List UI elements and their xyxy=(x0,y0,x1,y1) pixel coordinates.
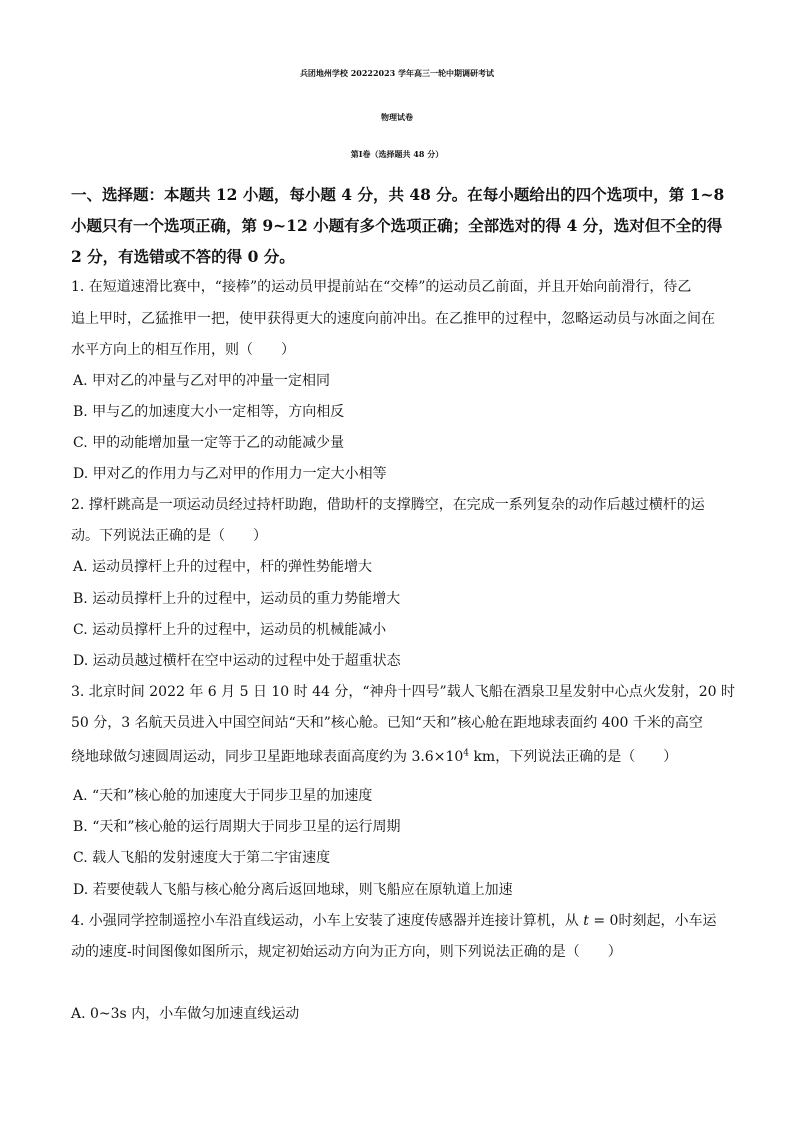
q1-option-c: C. 甲的动能增加量一定等于乙的动能减少量 xyxy=(73,435,345,451)
q1-option-a: A. 甲对乙的冲量与乙对甲的冲量一定相同 xyxy=(73,373,331,389)
q4-stem-line-1-post: = 0时刻起，小车运 xyxy=(588,913,717,929)
q2-option-a: A. 运动员撑杆上升的过程中，杆的弹性势能增大 xyxy=(73,559,373,575)
q2-option-d: D. 运动员越过横杆在空中运动的过程中处于超重状态 xyxy=(73,653,401,669)
q1-stem-line-3: 水平方向上的相互作用，则（ ） xyxy=(71,342,295,358)
q3-stem-line-3-pre: 绕地球做匀速圆周运动，同步卫星距地球表面高度约为 3.6×10 xyxy=(71,749,464,765)
q1-stem-line-2: 追上甲时，乙猛推甲一把，使甲获得更大的速度向前冲出。在乙推甲的过程中，忽略运动员与冰面之间在 xyxy=(71,311,715,327)
instructions-line-1: 一、选择题：本题共 12 小题，每小题 4 分，共 48 分。在每小题给出的四个选项中，第 1~8 xyxy=(71,185,725,204)
q4-stem-line-1-pre: 4. 小强同学控制遥控小车沿直线运动，小车上安装了速度传感器并连接计算机，从 xyxy=(71,913,584,929)
q3-stem-line-3-post: km，下列说法正确的是（ ） xyxy=(469,749,678,765)
q3-stem-line-3 xyxy=(71,746,677,766)
q1-option-b: B. 甲与乙的加速度大小一定相等，方向相反 xyxy=(73,404,345,420)
q2-option-b: B. 运动员撑杆上升的过程中，运动员的重力势能增大 xyxy=(73,591,401,607)
q3-stem-line-1: 3. 北京时间 2022 年 6 月 5 日 10 时 44 分，“神舟十四号”载人飞船在酒泉卫星发射中心点火发射，20 时 xyxy=(71,684,735,700)
q3-option-d: D. 若要使载人飞船与核心舱分离后返回地球，则飞船应在原轨道上加速 xyxy=(73,882,513,898)
q4-stem-line-1 xyxy=(71,910,716,930)
q3-option-b: B. “天和”核心舱的运行周期大于同步卫星的运行周期 xyxy=(73,819,401,835)
q4-option-a: A. 0~3s 内，小车做匀加速直线运动 xyxy=(71,1006,300,1022)
q3-option-a: A. “天和”核心舱的加速度大于同步卫星的加速度 xyxy=(73,788,373,804)
instructions-line-2: 小题只有一个选项正确，第 9~12 小题有多个选项正确；全部选对的得 4 分，选对但不全的得 xyxy=(71,216,723,235)
q2-stem-line-2: 动。下列说法正确的是（ ） xyxy=(71,528,267,544)
q3-stem-line-2: 50 分，3 名航天员进入中国空间站“天和”核心舱。已知“天和”核心舱在距地球表面约 400 千米的高空 xyxy=(71,715,703,731)
q3-option-c: C. 载人飞船的发射速度大于第二宇宙速度 xyxy=(73,850,331,866)
q3-exponent: 4 xyxy=(463,748,469,759)
q2-stem-line-1: 2. 撑杆跳高是一项运动员经过持杆助跑，借助杆的支撑腾空，在完成一系列复杂的动作后越过横杆的运 xyxy=(71,497,705,513)
instructions-line-3: 2 分，有选错或不答的得 0 分。 xyxy=(71,247,295,266)
q4-stem-line-2: 动的速度-时间图像如图所示，规定初始运动方向为正方向，则下列说法正确的是（ ） xyxy=(71,944,622,960)
subject-title: 物理试卷 xyxy=(381,112,413,122)
q1-stem-line-1: 1. 在短道速滑比赛中，“接棒”的运动员甲提前站在“交棒”的运动员乙前面，并且开始向前滑行，待乙 xyxy=(71,279,692,295)
q2-option-c: C. 运动员撑杆上升的过程中，运动员的机械能减小 xyxy=(73,622,387,638)
q1-option-d: D. 甲对乙的作用力与乙对甲的作用力一定大小相等 xyxy=(73,466,387,482)
q4-time-variable: t xyxy=(583,913,589,929)
exam-title: 兵团地州学校 20222023 学年高三一轮中期调研考试 xyxy=(299,68,495,78)
volume-heading: 第Ⅰ卷（选择题共 48 分） xyxy=(350,149,444,159)
